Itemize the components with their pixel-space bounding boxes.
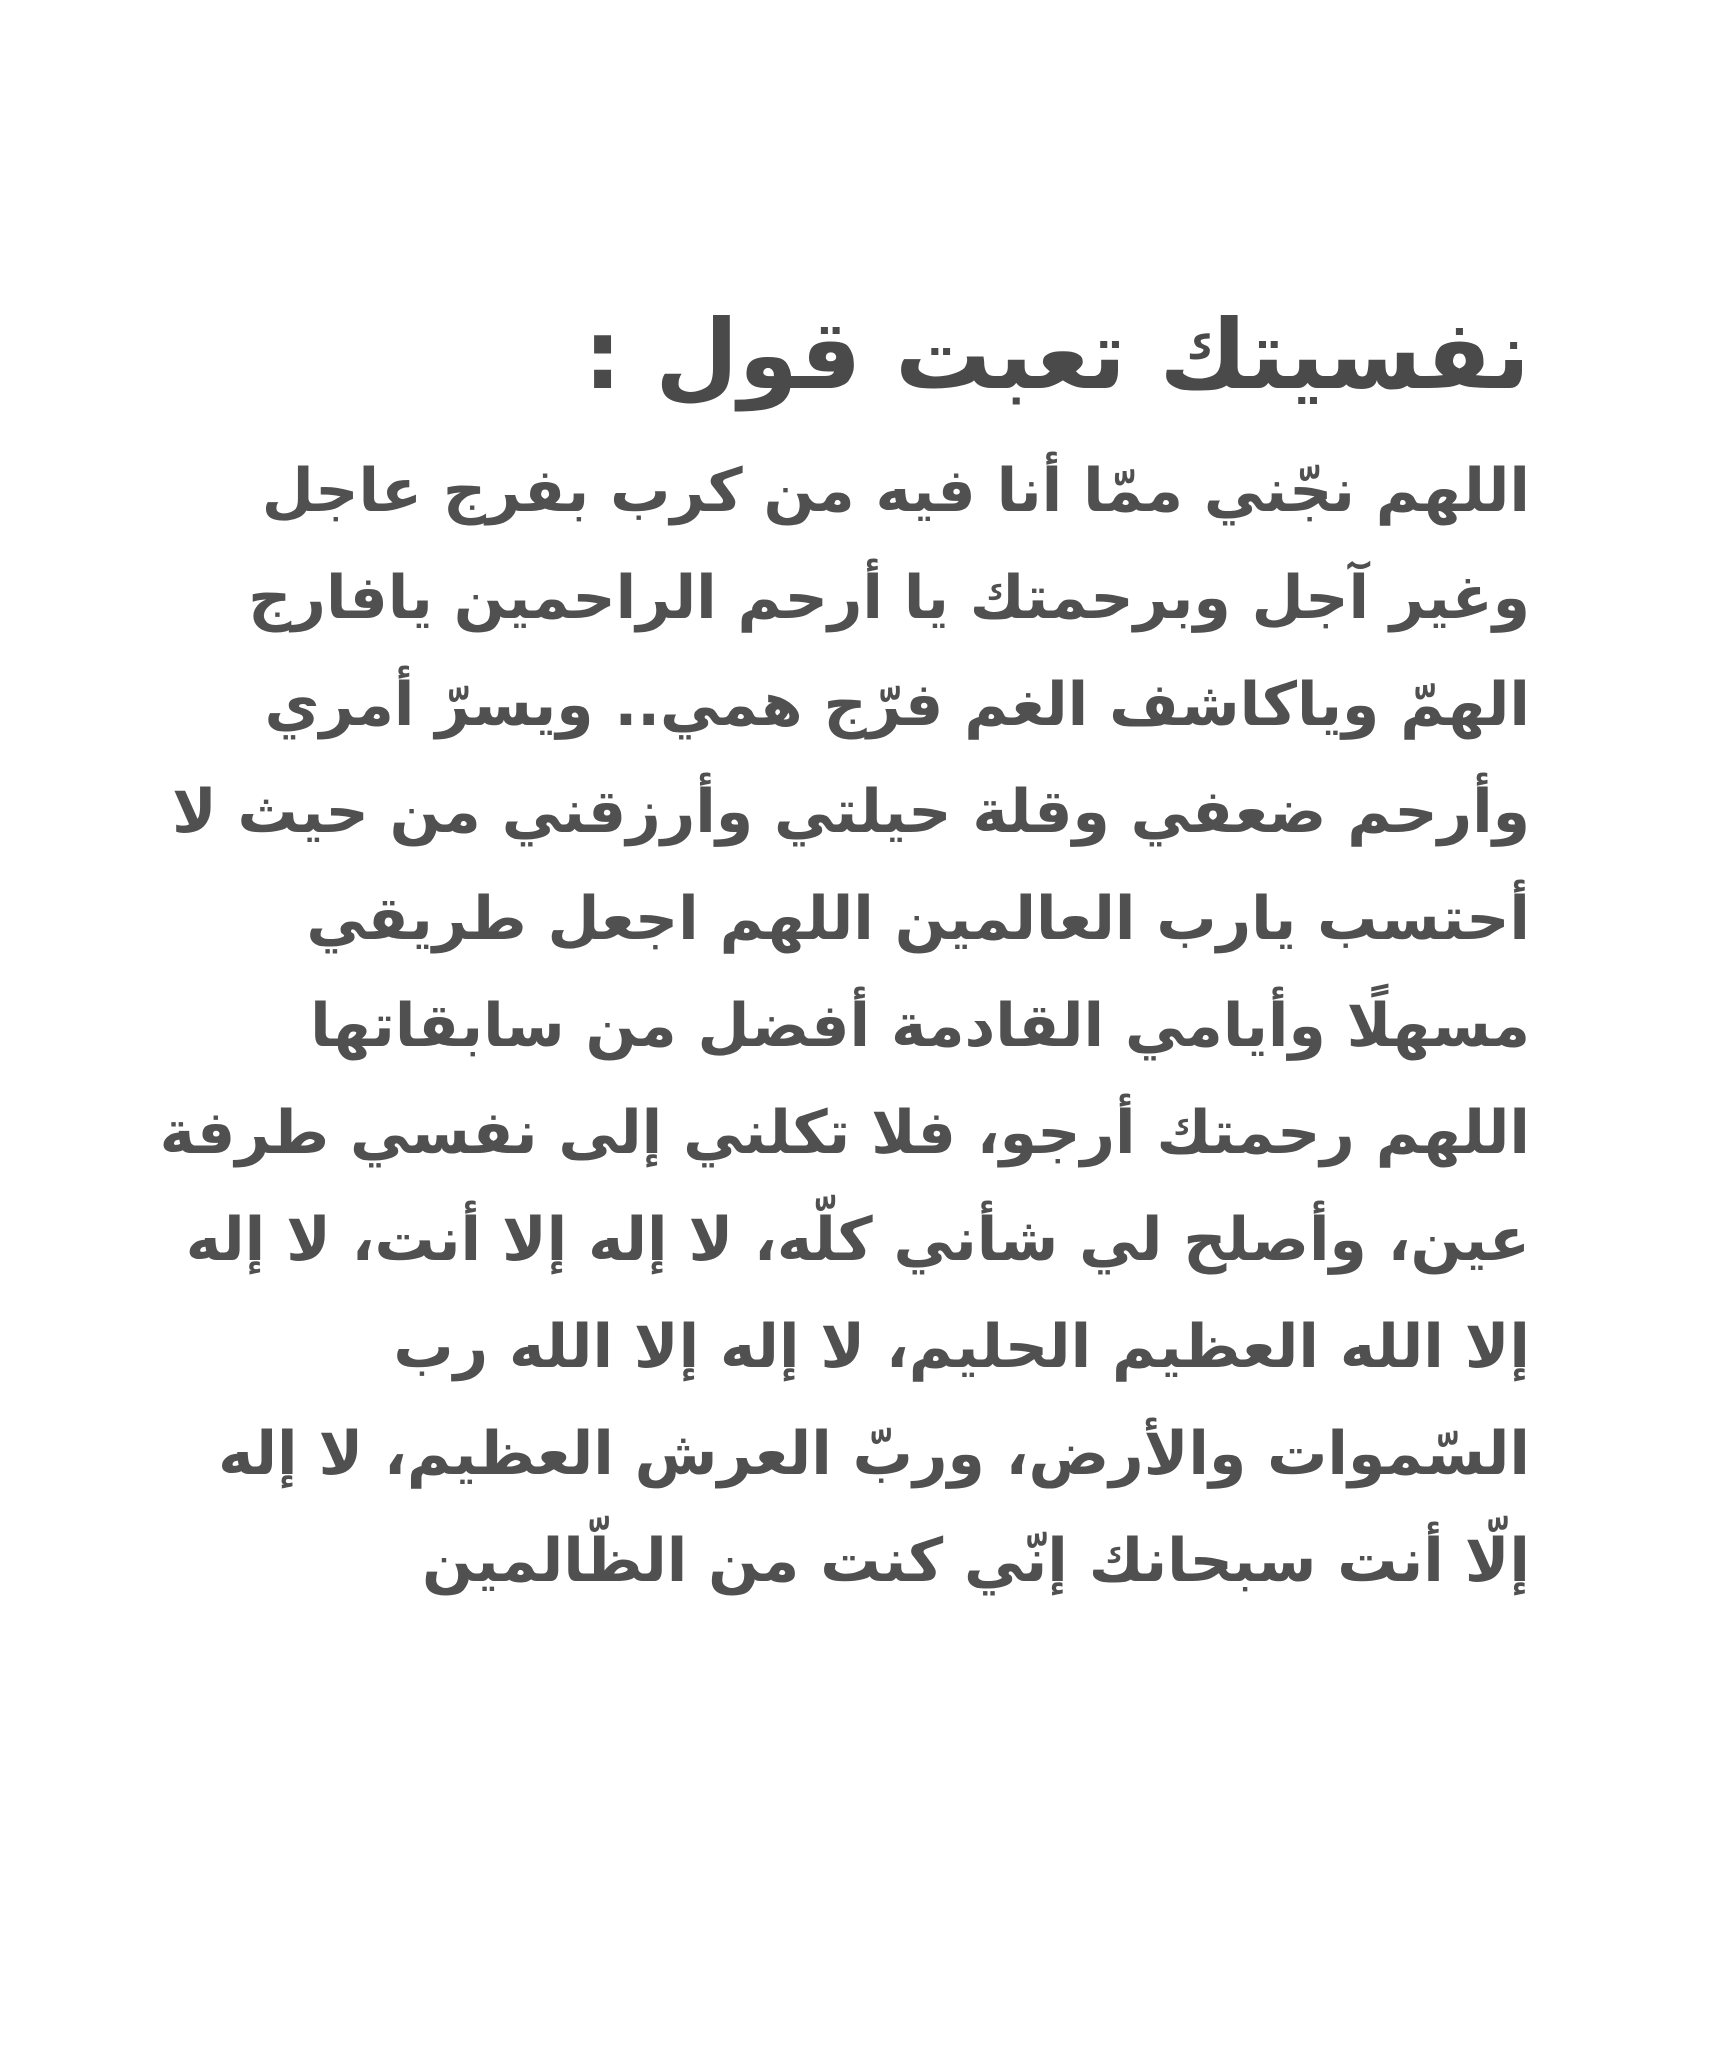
prayer-line-7: اللهم رحمتك أرجو، فلا تكلني إلى نفسي طرفة	[159, 1098, 1530, 1168]
prayer-body	[159, 438, 1530, 1615]
prayer-line-10: السّموات والأرض، وربّ العرش العظيم، لا إله	[218, 1419, 1530, 1489]
prayer-line-6: مسهلًا وأيامي القادمة أفضل من سابقاتها	[310, 991, 1530, 1061]
prayer-line-1: اللهم نجّني ممّا أنا فيه من كرب بفرج عاجل	[261, 456, 1530, 526]
prayer-text-block	[159, 280, 1530, 1615]
prayer-line-8: عين، وأصلح لي شأني كلّه، لا إله إلا أنت، لا إله	[185, 1205, 1530, 1275]
prayer-line-9: إلا الله العظيم الحليم، لا إله إلا الله رب	[393, 1312, 1530, 1382]
prayer-line-3: الهمّ وياكاشف الغم فرّج همي.. ويسرّ أمري	[264, 670, 1530, 740]
prayer-line-4: وأرحم ضعفي وقلة حيلتي وأرزقني من حيث لا	[171, 777, 1530, 847]
prayer-line-11: إلّا أنت سبحانك إنّي كنت من الظّالمين	[421, 1526, 1530, 1596]
post-title: نفسيتك تعبت قول :	[583, 299, 1530, 411]
prayer-line-2: وغير آجل وبرحمتك يا أرحم الراحمين يافارج	[248, 563, 1530, 633]
prayer-line-5: أحتسب يارب العالمين اللهم اجعل طريقي	[306, 884, 1530, 954]
